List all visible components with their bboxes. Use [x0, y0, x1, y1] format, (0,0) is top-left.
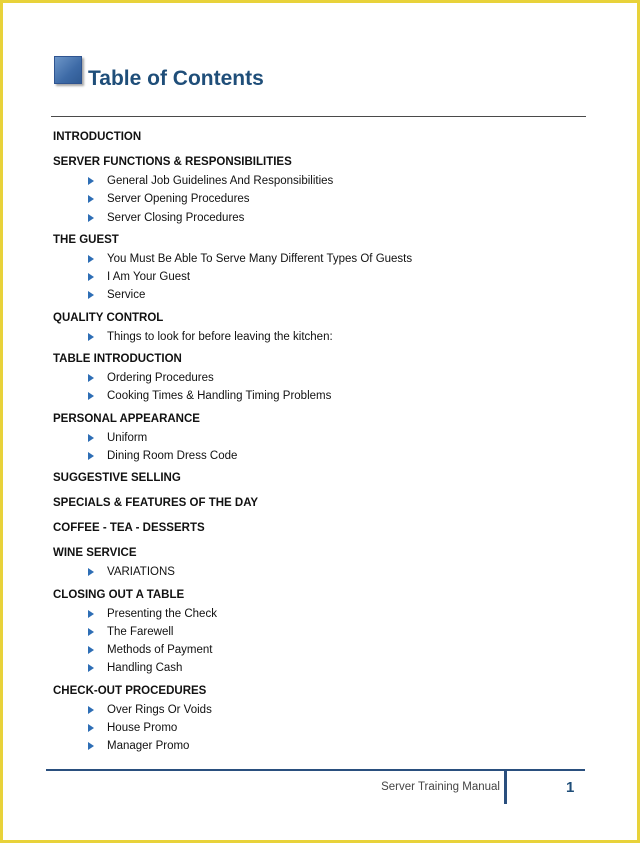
- toc-subitem: [53, 268, 593, 286]
- triangle-bullet-icon: [88, 374, 94, 382]
- toc-subitem: [53, 447, 593, 465]
- toc-subitem: [53, 328, 593, 346]
- triangle-bullet-icon: [88, 706, 94, 714]
- toc-section: [53, 521, 593, 535]
- toc-subitem-list: [53, 605, 593, 678]
- toc-section: [53, 311, 593, 346]
- toc-subitem-label: Things to look for before leaving the kitchen:: [107, 330, 333, 343]
- toc-subitem-label: Ordering Procedures: [107, 372, 214, 385]
- triangle-bullet-icon: [88, 452, 94, 460]
- toc-section-title: SERVER FUNCTIONS & RESPONSIBILITIES: [53, 156, 292, 168]
- toc-section: [53, 233, 593, 305]
- toc-subitem-label: The Farewell: [107, 625, 174, 638]
- toc-section-title: PERSONAL APPEARANCE: [53, 412, 200, 425]
- toc-subitem: [53, 737, 593, 755]
- toc-subitem-label: Server Closing Procedures: [107, 211, 245, 224]
- toc-section: [53, 155, 593, 227]
- toc-subitem: [53, 369, 593, 387]
- toc-subitem-label: You Must Be Able To Serve Many Different Types Of Guests: [107, 252, 413, 265]
- toc-subitem-list: [53, 172, 593, 227]
- toc-subitem-label: Server Opening Procedures: [107, 193, 250, 206]
- toc-subitem-list: [53, 701, 593, 756]
- toc-subitem-label: Service: [107, 289, 146, 302]
- toc-subitem-label: Methods of Payment: [107, 644, 213, 657]
- triangle-bullet-icon: [88, 610, 94, 618]
- toc-subitem: [53, 659, 593, 677]
- toc-subitem-list: [53, 250, 593, 305]
- toc-subitem-label: Handling Cash: [107, 662, 183, 675]
- triangle-bullet-icon: [88, 628, 94, 636]
- footer-label: Server Training Manual: [381, 781, 500, 793]
- triangle-bullet-icon: [88, 434, 94, 442]
- triangle-bullet-icon: [88, 273, 94, 281]
- toc-section: [53, 130, 593, 144]
- toc-section: [53, 588, 593, 678]
- triangle-bullet-icon: [88, 333, 94, 341]
- toc-subitem-list: [53, 563, 593, 581]
- triangle-bullet-icon: [88, 742, 94, 750]
- toc-subitem-list: [53, 369, 593, 406]
- triangle-bullet-icon: [88, 177, 94, 185]
- triangle-bullet-icon: [88, 291, 94, 299]
- toc-subitem: [53, 623, 593, 641]
- toc-subitem: [53, 701, 593, 719]
- toc-subitem: [53, 172, 593, 190]
- toc-subitem: [53, 719, 593, 737]
- toc-section-title: THE GUEST: [53, 233, 119, 246]
- title-divider: [51, 116, 586, 117]
- toc-subitem-label: Dining Room Dress Code: [107, 449, 238, 462]
- page-title: Table of Contents: [88, 67, 264, 90]
- toc-subitem: [53, 209, 593, 227]
- toc-section-title: CHECK-OUT PROCEDURES: [53, 684, 207, 697]
- footer-separator: [504, 770, 507, 804]
- toc-subitem: [53, 429, 593, 447]
- table-of-contents: [53, 130, 593, 762]
- triangle-bullet-icon: [88, 646, 94, 654]
- toc-section-title: INTRODUCTION: [53, 131, 142, 143]
- triangle-bullet-icon: [88, 392, 94, 400]
- toc-subitem-label: I Am Your Guest: [107, 271, 191, 284]
- blue-square-icon: [54, 56, 82, 84]
- toc-subitem-label: VARIATIONS: [107, 566, 175, 579]
- toc-subitem: [53, 605, 593, 623]
- toc-subitem: [53, 387, 593, 405]
- toc-section: [53, 496, 593, 510]
- toc-subitem: [53, 641, 593, 659]
- toc-section-title: QUALITY CONTROL: [53, 311, 164, 324]
- toc-section: [53, 412, 593, 466]
- toc-section-title: SUGGESTIVE SELLING: [53, 472, 181, 485]
- toc-subitem-label: Over Rings Or Voids: [107, 703, 212, 716]
- toc-section: [53, 546, 593, 581]
- triangle-bullet-icon: [88, 255, 94, 263]
- toc-subitem-label: House Promo: [107, 722, 178, 735]
- toc-subitem: [53, 250, 593, 268]
- toc-section-title: WINE SERVICE: [53, 547, 137, 560]
- toc-subitem-list: [53, 429, 593, 466]
- triangle-bullet-icon: [88, 664, 94, 672]
- page-number: 1: [566, 779, 575, 796]
- triangle-bullet-icon: [88, 568, 94, 576]
- toc-subitem: [53, 286, 593, 304]
- toc-subitem-list: [53, 328, 593, 346]
- triangle-bullet-icon: [88, 724, 94, 732]
- toc-section-title: COFFEE - TEA - DESSERTS: [53, 522, 205, 535]
- triangle-bullet-icon: [88, 195, 94, 203]
- toc-subitem: [53, 190, 593, 208]
- toc-section-title: TABLE INTRODUCTION: [53, 353, 182, 366]
- toc-section-title: CLOSING OUT A TABLE: [53, 588, 185, 601]
- toc-subitem: [53, 563, 593, 581]
- toc-subitem-label: Manager Promo: [107, 740, 190, 753]
- toc-section: [53, 352, 593, 406]
- toc-section: [53, 471, 593, 485]
- toc-section: [53, 684, 593, 756]
- toc-subitem-label: General Job Guidelines And Responsibilities: [107, 175, 334, 187]
- toc-subitem-label: Cooking Times & Handling Timing Problems: [107, 390, 332, 403]
- toc-subitem-label: Presenting the Check: [107, 607, 217, 620]
- toc-section-title: SPECIALS & FEATURES OF THE DAY: [53, 497, 259, 510]
- triangle-bullet-icon: [88, 214, 94, 222]
- toc-subitem-label: Uniform: [107, 431, 148, 444]
